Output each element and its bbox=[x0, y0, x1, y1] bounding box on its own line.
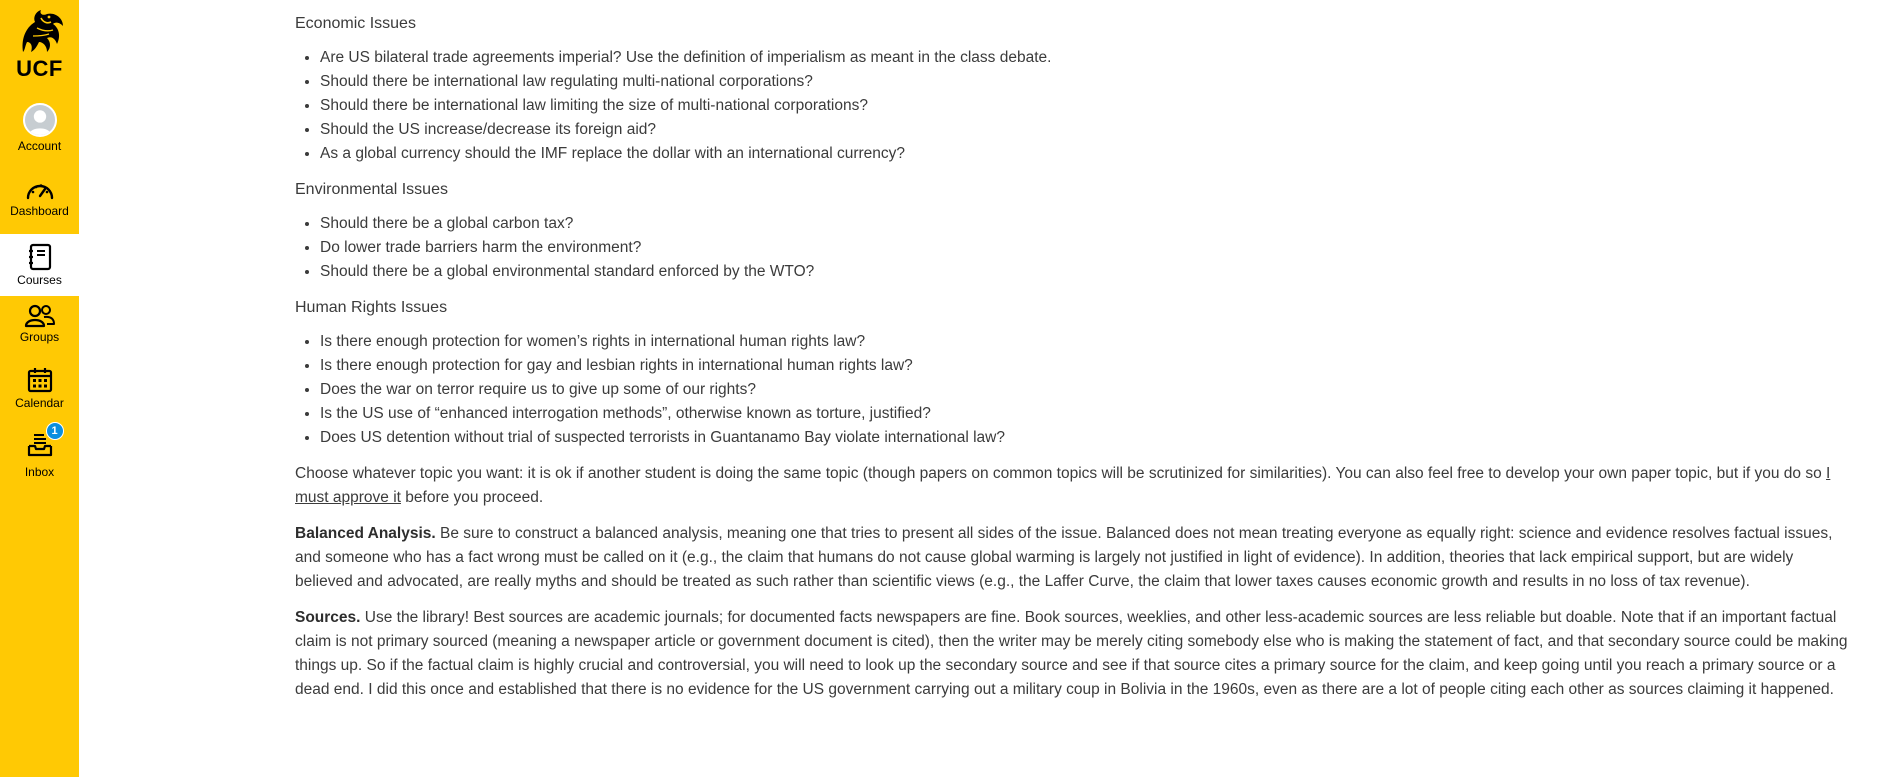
list-item: • Is there enough protection for gay and lesbian rights in international human rights law? bbox=[320, 354, 1855, 378]
balanced-analysis-text: Be sure to construct a balanced analysis, meaning one that tries to present all sides of the issue. Balanced does not mean treating everyone as equally right: science and evidence resolves factual issues, and someone who has a fact wrong must be called on it (e.g., the claim that humans do not cause global warming is largely not justified in light of evidence). In addition, theories that lack empirical support, but are widely believed and advocated, are really myths and should be treated as such rather than scientific views (e.g., the Laffer Curve, the claim that lower taxes causes economic growth and results in no loss of tax revenue). bbox=[295, 525, 1833, 590]
nav-item-calendar[interactable] bbox=[0, 366, 79, 418]
section-heading-human-rights: Human Rights Issues bbox=[295, 299, 448, 316]
nav-label-courses: Courses bbox=[17, 273, 62, 287]
pegasus-logo-icon bbox=[13, 6, 67, 60]
inbox-unread-badge: 1 bbox=[46, 422, 64, 440]
list-item: • Are US bilateral trade agreements imperial? Use the definition of imperialism as meant in the class debate. bbox=[320, 46, 1855, 70]
section-heading-environmental: Environmental Issues bbox=[295, 181, 448, 198]
book-icon bbox=[27, 243, 53, 271]
nav-item-account[interactable] bbox=[0, 103, 79, 161]
avatar bbox=[23, 103, 57, 137]
nav-item-courses[interactable] bbox=[0, 234, 79, 296]
choose-text-before: Choose whatever topic you want: it is ok if another student is doing the same topic (though papers on common topics will be scrutinized for similarities). You can also feel free to develop your own paper topic, but if you do so bbox=[295, 465, 1827, 482]
nav-label-inbox: Inbox bbox=[24, 465, 55, 479]
list-item: • Does the war on terror require us to give up some of our rights? bbox=[320, 378, 1855, 402]
nav-label-calendar: Calendar bbox=[15, 396, 64, 410]
choose-topic-paragraph bbox=[295, 462, 1855, 510]
nav-label-groups: Groups bbox=[19, 330, 60, 344]
approve-link[interactable]: I must approve it bbox=[295, 465, 1831, 506]
list-item: • Is there enough protection for women’s rights in international human rights law? bbox=[320, 330, 1855, 354]
sources-text: Use the library! Best sources are academic journals; for documented facts newspapers are fine. Book sources, weeklies, and other less-academic sources are less reliable but doable. Note that if an important factual claim is not primary sourced (meaning a newspaper article or government document is cited), then the writer may be merely citing somebody else who is making the statement of fact, and that secondary source could be making things up. So if the factual claim is highly crucial and controversial, you will need to look up the secondary source and see if that source cites a primary source for the claim, and keep going until you reach a primary source or a dead end. I did this once and established that there is no evidence for the US government carrying out a military coup in Bolivia in the 1960s, even as there are a lot of people citing each other as sources claiming it happened. bbox=[295, 609, 1848, 698]
list-item: • Should there be international law limiting the size of multi-national corporations? bbox=[320, 94, 1855, 118]
environmental-issues-list bbox=[295, 212, 1855, 284]
groups-icon bbox=[24, 304, 56, 328]
nav-label-dashboard: Dashboard bbox=[10, 204, 69, 218]
global-nav-sidebar bbox=[0, 0, 79, 777]
economic-issues-list bbox=[295, 46, 1855, 166]
sources-label: Sources. bbox=[295, 609, 361, 626]
choose-text-after: before you proceed. bbox=[400, 489, 544, 506]
human-rights-issues-list bbox=[295, 330, 1855, 450]
list-item: • As a global currency should the IMF replace the dollar with an international currency? bbox=[320, 142, 1855, 166]
list-item: • Should there be international law regulating multi-national corporations? bbox=[320, 70, 1855, 94]
list-item: • Does US detention without trial of suspected terrorists in Guantanamo Bay violate international law? bbox=[320, 426, 1855, 450]
list-item: • Do lower trade barriers harm the environment? bbox=[320, 236, 1855, 260]
user-silhouette-icon bbox=[25, 103, 55, 137]
logo-text: UCF bbox=[16, 56, 63, 81]
nav-item-inbox[interactable] bbox=[0, 424, 79, 482]
list-item: • Should the US increase/decrease its foreign aid? bbox=[320, 118, 1855, 142]
balanced-analysis-paragraph bbox=[295, 522, 1855, 594]
speedometer-icon bbox=[25, 178, 55, 202]
balanced-analysis-label: Balanced Analysis. bbox=[295, 525, 436, 542]
list-item: • Should there be a global carbon tax? bbox=[320, 212, 1855, 236]
sources-paragraph bbox=[295, 606, 1855, 702]
inbox-icon-wrap bbox=[26, 424, 58, 463]
assignment-content bbox=[295, 12, 1855, 714]
list-item: • Should there be a global environmental standard enforced by the WTO? bbox=[320, 260, 1855, 284]
section-heading-economic: Economic Issues bbox=[295, 15, 416, 32]
calendar-icon bbox=[26, 366, 54, 394]
list-item: • Is the US use of “enhanced interrogation methods”, otherwise known as torture, justified? bbox=[320, 402, 1855, 426]
nav-label-account: Account bbox=[17, 139, 62, 153]
ucf-logo[interactable] bbox=[0, 0, 79, 92]
nav-item-groups[interactable] bbox=[0, 304, 79, 354]
nav-item-dashboard[interactable] bbox=[0, 178, 79, 228]
